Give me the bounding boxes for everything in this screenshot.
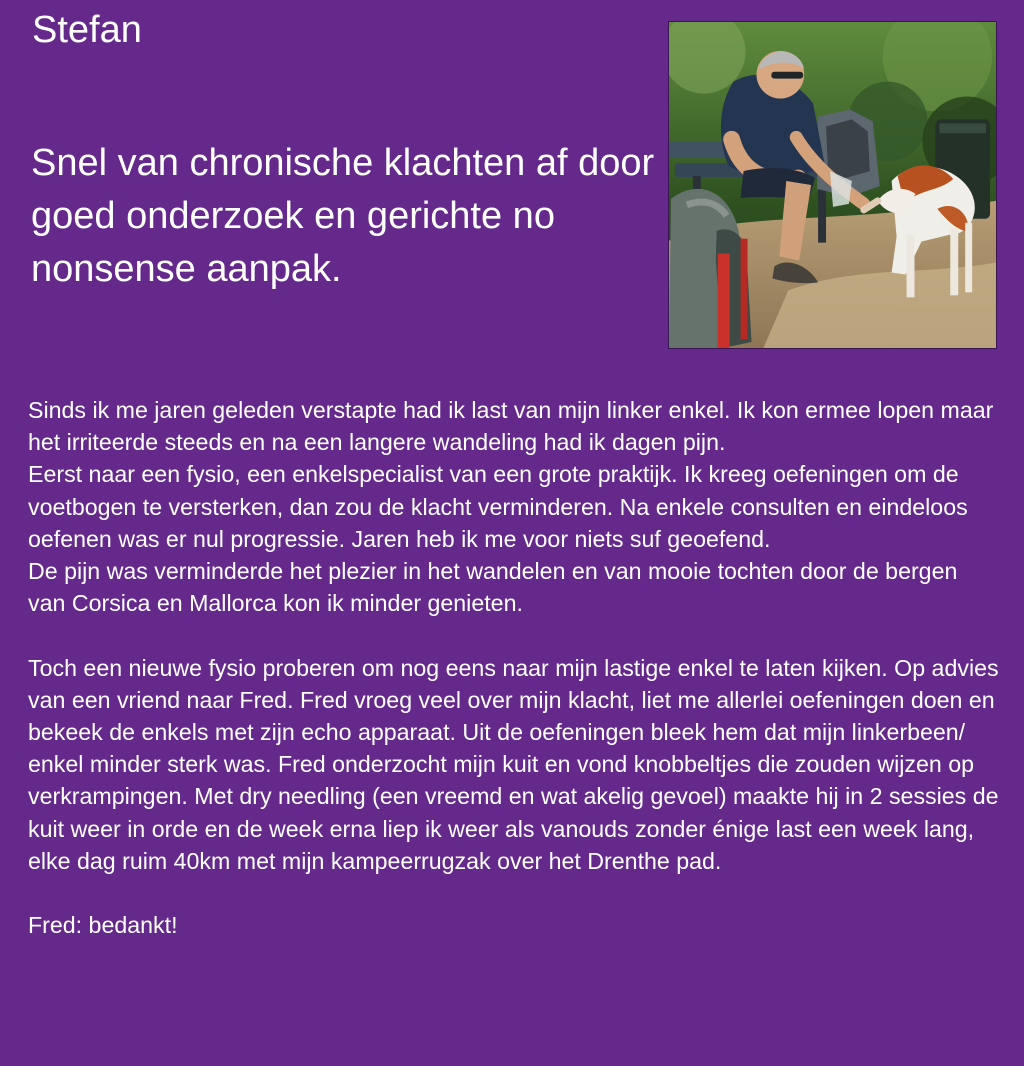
testimonial-paragraph: De pijn was verminderde het plezier in het wandelen en van mooie tochten door de bergen van Corsica en Mallorca kon ik minder genieten. [28,558,958,617]
testimonial-signoff: Fred: bedankt! [28,912,178,939]
person-name: Stefan [32,9,142,51]
testimonial-paragraph: Eerst naar een fysio, een enkelspecialist van een grote praktijk. Ik kreeg oefeningen om de voetbogen te versterken, dan zou de klacht verminderen. Na enkele consulten en eindeloos oefenen was er nul progressie. Jaren heb ik me voor niets suf geoefend. [28,461,968,552]
testimonial-headline: Snel van chronische klachten af door goed onderzoek en gerichte no nonsense aanpak. [31,142,655,290]
paragraph-spacer [28,619,1000,651]
testimonial-paragraph: Sinds ik me jaren geleden verstapte had ik last van mijn linker enkel. Ik kon ermee lopen maar het irriteerde steeds en na een langere wandeling had ik dagen pijn. [28,397,994,456]
testimonial-paragraph: Toch een nieuwe fysio proberen om nog eens naar mijn lastige enkel te laten kijken. Op advies van een vriend naar Fred. Fred vroeg veel over mijn klacht, liet me allerlei oefeningen doen en bekeek de enkels met zijn echo apparaat. Uit de oefeningen bleek hem dat mijn linkerbeen/ enkel minder sterk was. Fred onderzocht mijn kuit en vond knobbeltjes die zouden wijzen op verkrampingen. Met dry needling (een vreemd en wat akelig gevoel) maakte hij in 2 sessies de kuit weer in orde en de week erna liep ik weer als vanouds zonder énige last een week lang, elke dag ruim 40km met mijn kampeerrugzak over het Drenthe pad. [28,654,999,874]
testimonial-body [28,394,1000,941]
paragraph-spacer [28,877,1000,909]
hiker-with-dog-photo-icon [669,22,996,348]
testimonial-photo [668,21,997,349]
